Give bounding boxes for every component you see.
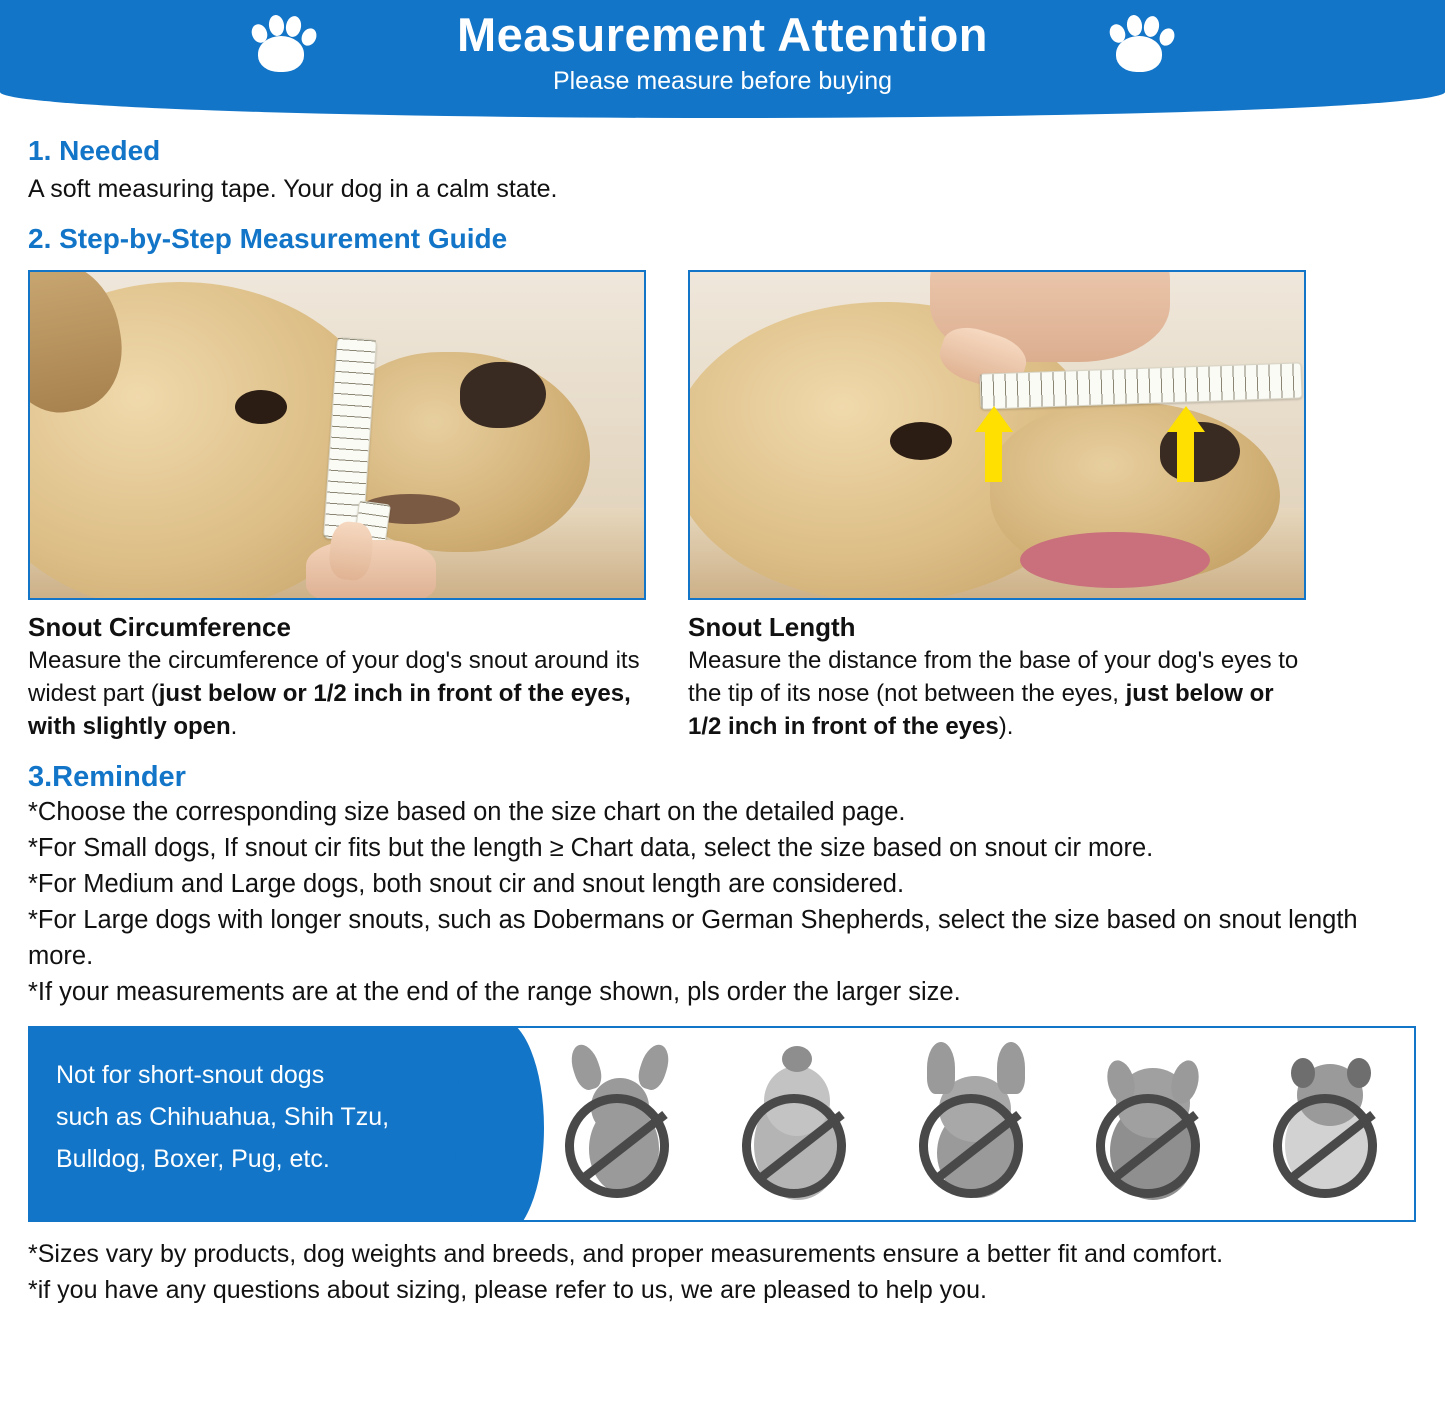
footnote-item: *Sizes vary by products, dog weights and breeds, and proper measurements ensure a better fit and comfort. — [28, 1240, 1224, 1268]
caption-text-part1: Measure the circumference of your dog's snout around its widest part ( — [28, 647, 640, 707]
banner-line-2: such as Chihuahua, Shih Tzu, — [56, 1103, 390, 1131]
caption-text-part1: Measure the distance from the base of your dog's eyes to the tip of its nose (not between the eyes, — [688, 647, 1299, 707]
measurement-arrow-icon — [1166, 406, 1206, 482]
prohibited-icon — [1273, 1094, 1377, 1198]
banner-line-3: Bulldog, Boxer, Pug, etc. — [56, 1145, 330, 1173]
prohibited-icon — [565, 1094, 669, 1198]
caption-text-part2: . — [230, 713, 238, 740]
reminder-item: *For Medium and Large dogs, both snout cir and snout length are considered. — [28, 870, 905, 898]
banner-line-1: Not for short-snout dogs — [56, 1061, 325, 1089]
shih-tzu-thumbnail — [720, 1042, 870, 1207]
caption-text-bold: just below or 1/2 inch in front of the eyes — [688, 680, 1274, 740]
measurement-arrow-icon — [974, 406, 1014, 482]
section-heading-guide: 2. Step-by-Step Measurement Guide — [28, 223, 508, 254]
banner-text-block — [30, 1028, 500, 1220]
section-heading-needed: 1. Needed — [28, 135, 161, 166]
short-snout-warning-banner — [28, 1026, 1416, 1222]
prohibited-icon — [919, 1094, 1023, 1198]
footnote-item: *if you have any questions about sizing, please refer to us, we are pleased to help you. — [28, 1276, 987, 1304]
prohibited-breeds-row — [500, 1028, 1414, 1220]
boxer-thumbnail — [1074, 1042, 1224, 1207]
dog-snout-length-photo — [688, 270, 1306, 600]
reminder-item: *For Small dogs, If snout cir fits but the length ≥ Chart data, select the size based on snout cir more. — [28, 834, 1154, 862]
french-bulldog-thumbnail — [897, 1042, 1047, 1207]
caption-title-length: Snout Length — [688, 612, 856, 642]
prohibited-icon — [1096, 1094, 1200, 1198]
footnotes — [28, 1236, 1417, 1308]
caption-text-circumference — [28, 644, 646, 743]
prohibited-icon — [742, 1094, 846, 1198]
pug-thumbnail — [1251, 1042, 1401, 1207]
page-content — [0, 132, 1445, 1308]
reminder-list — [28, 794, 1417, 1010]
page-header — [0, 0, 1445, 118]
guide-panel-length — [688, 270, 1306, 743]
section-body-needed: A soft measuring tape. Your dog in a calm state. — [28, 175, 558, 203]
page-title: Measurement Attention — [456, 8, 989, 61]
reminder-item: *Choose the corresponding size based on the size chart on the detailed page. — [28, 798, 906, 826]
guide-panel-circumference — [28, 270, 646, 743]
caption-text-part2: ). — [998, 713, 1014, 740]
page-subtitle: Please measure before buying — [552, 67, 893, 95]
section-heading-reminder: 3.Reminder — [28, 761, 186, 793]
chihuahua-thumbnail — [543, 1042, 693, 1207]
reminder-item: *If your measurements are at the end of the range shown, pls order the larger size. — [28, 978, 961, 1006]
caption-text-bold: just below or 1/2 inch in front of the eyes, with slightly open — [28, 680, 631, 740]
caption-text-length — [688, 644, 1306, 743]
guide-panels — [28, 270, 1417, 743]
caption-title-circumference: Snout Circumference — [28, 612, 291, 642]
dog-snout-circumference-photo — [28, 270, 646, 600]
reminder-item: *For Large dogs with longer snouts, such as Dobermans or German Shepherds, select the size based on snout length more. — [28, 906, 1358, 970]
